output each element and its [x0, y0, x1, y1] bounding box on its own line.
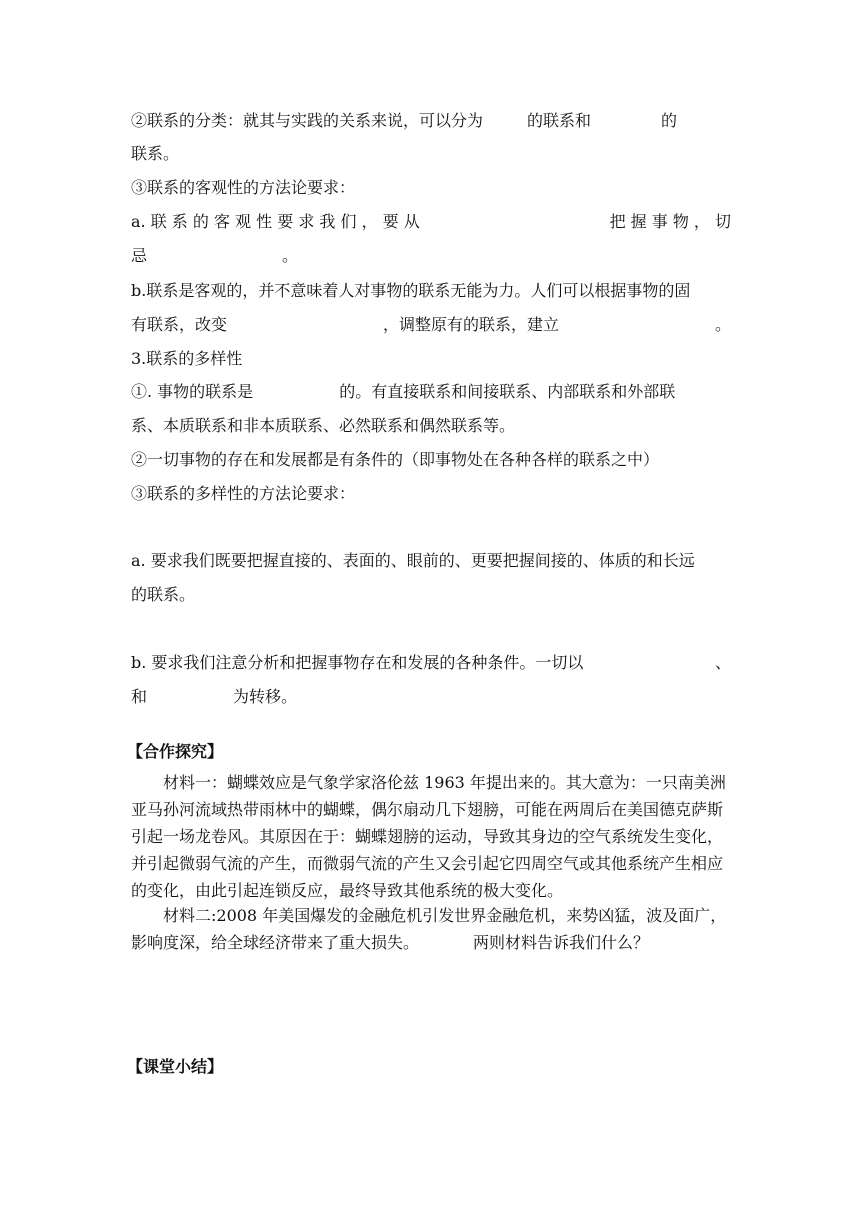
- section-subheading: ③联系的客观性的方法论要求：: [131, 178, 356, 197]
- text: 。: [714, 315, 731, 334]
- text-line: 系、本质联系和非本质联系、必然联系和偶然联系等。: [131, 416, 516, 435]
- text: a. 联 系 的 客 观 性 要 求 我 们 ， 要 从: [131, 212, 420, 231]
- text: 。: [282, 246, 299, 265]
- text: 的。有直接联系和间接联系、内部联系和外部联: [339, 382, 676, 401]
- fill-blank-line: [131, 653, 731, 673]
- fill-blank-line: [131, 212, 731, 232]
- text: ②联系的分类：就其与实践的关系来说，可以分为: [131, 111, 484, 130]
- text: 和: [131, 687, 148, 706]
- question-text: 两则材料告诉我们什么？: [473, 933, 650, 952]
- text-line: a. 要求我们既要把握直接的、表面的、眼前的、更要把握间接的、体质的和长远: [131, 551, 695, 570]
- text: 材料二:2008 年美国爆发的金融危机引发世界金融危机，来势凶猛，波及面广，影响度深，给全球经济带来了重大损失。: [131, 906, 727, 952]
- class-summary-heading: 【课堂小结】: [127, 1057, 224, 1076]
- text: 的: [661, 111, 678, 130]
- cooperative-inquiry-heading: 【合作探究】: [127, 742, 224, 761]
- text: ①. 事物的联系是: [131, 382, 254, 401]
- material-two-paragraph: [131, 902, 731, 956]
- text: 把 握 事 物 ， 切: [609, 212, 731, 231]
- text: ，调整原有的联系，建立: [382, 315, 559, 334]
- text-line: 的联系。: [131, 585, 196, 604]
- text-line: 联系。: [131, 144, 180, 163]
- text-line: b.联系是客观的，并不意味着人对事物的联系无能为力。人们可以根据事物的固: [131, 281, 691, 300]
- material-one-paragraph: 材料一：蝴蝶效应是气象学家洛伦兹 1963 年提出来的。其大意为：一只南美洲亚马孙河流域热带雨林中的蝴蝶，偶尔扇动几下翅膀，可能在两周后在美国德克萨斯引起一场龙卷风。其原因在于：蝴蝶翅膀的运动，导致其身边的空气系统发生变化，并引起微弱气流的产生，而微弱气流的产生又会引起它四周空气或其他系统产生相应的变化，由此引起连锁反应，最终导致其他系统的极大变化。: [131, 773, 726, 900]
- classification-line: [131, 111, 731, 131]
- text: 、: [714, 653, 731, 672]
- text: b. 要求我们注意分析和把握事物存在和发展的各种条件。一切以: [131, 653, 584, 672]
- fill-blank-line: [131, 382, 731, 402]
- section-subheading: ③联系的多样性的方法论要求：: [131, 484, 356, 503]
- section-heading: 3.联系的多样性: [131, 349, 243, 368]
- text: 忌: [131, 246, 148, 265]
- text: 为转移。: [233, 687, 298, 706]
- fill-blank-line: [131, 315, 731, 335]
- text: 有联系，改变: [131, 315, 228, 334]
- fill-blank-line: [131, 246, 731, 266]
- text: 的联系和: [527, 111, 592, 130]
- fill-blank-line: [131, 687, 731, 707]
- text-line: ②一切事物的存在和发展都是有条件的（即事物处在各种各样的联系之中）: [131, 450, 660, 469]
